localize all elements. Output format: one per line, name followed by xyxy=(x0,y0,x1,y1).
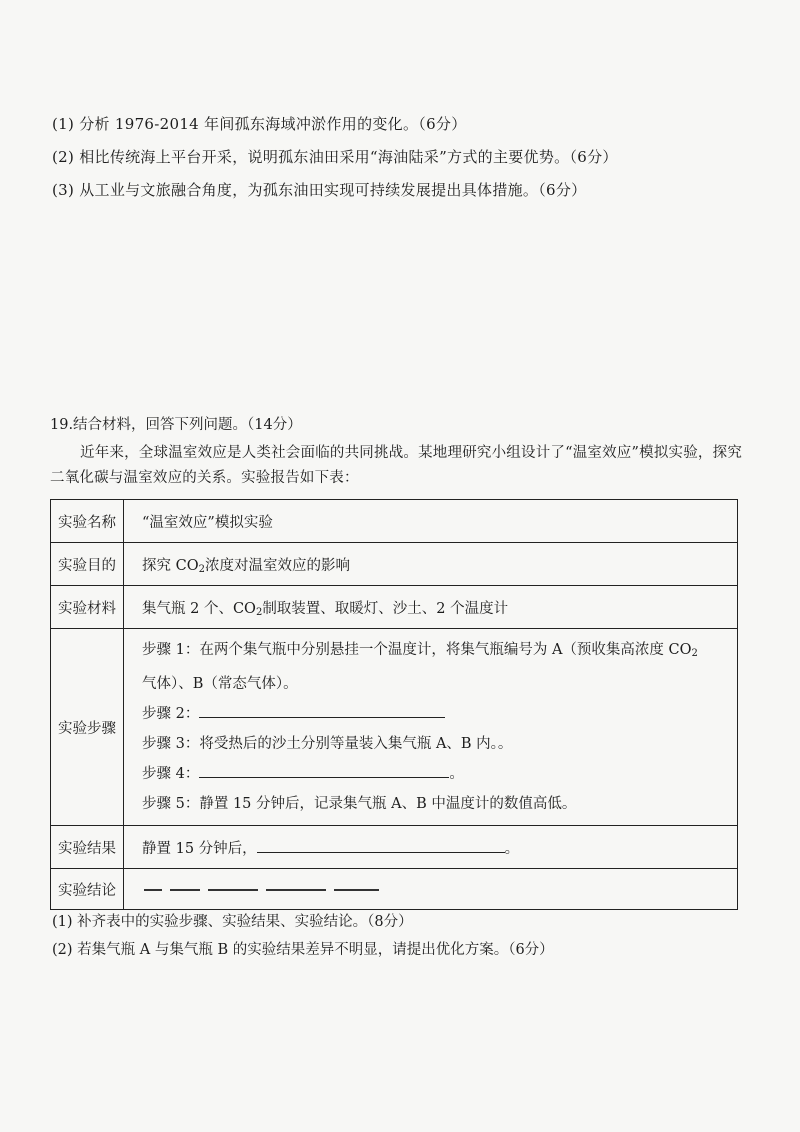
table-row-steps xyxy=(51,629,738,826)
step-2-blank[interactable] xyxy=(199,703,445,718)
question-19-material: 近年来，全球温室效应是人类社会面临的共同挑战。某地理研究小组设计了“温室效应”模拟实验，探究二氧化碳与温室效应的关系。实验报告如下表： xyxy=(50,445,743,486)
step-4: 步骤 4： 。 xyxy=(142,759,737,789)
question-18-part-3: (3) 从工业与文旅融合角度，为孤东油田实现可持续发展提出具体措施。（6分） xyxy=(52,181,587,199)
value-experiment-purpose: 探究 $CO_2$浓度对温室效应的影响 xyxy=(124,543,738,586)
table-row-result xyxy=(51,826,738,869)
question-18-part-2: (2) 相比传统海上平台开采，说明孤东油田采用“海油陆采”方式的主要优势。（6分） xyxy=(52,148,618,166)
step-1: 步骤 1：在两个集气瓶中分别悬挂一个温度计，将集气瓶编号为 A（预收集高浓度 $CO_2$ 气体）、B（常态气体）。 xyxy=(142,642,698,692)
question-19-title: 19.结合材料，回答下列问题。（14分） xyxy=(50,417,302,433)
label-experiment-purpose: 实验目的 xyxy=(51,543,124,586)
question-19-part-1: (1) 补齐表中的实验步骤、实验结果、实验结论。（8分） xyxy=(52,914,413,930)
label-experiment-steps: 实验步骤 xyxy=(51,629,124,826)
result-blank[interactable] xyxy=(257,838,505,853)
value-experiment-result: 静置 15 分钟后， 。 xyxy=(124,826,738,869)
step-3: 步骤 3：将受热后的沙土分别等量装入集气瓶 A、B 内。。 xyxy=(142,736,513,752)
value-experiment-name: “温室效应”模拟实验 xyxy=(124,500,738,543)
label-experiment-name: 实验名称 xyxy=(51,500,124,543)
value-experiment-materials: 集气瓶 2 个、$CO_2$制取装置、取暖灯、沙土、2 个温度计 xyxy=(124,586,738,629)
question-18-part-1: (1) 分析 1976-2014 年间孤东海域冲淤作用的变化。（6分） xyxy=(52,115,467,133)
table-row-conclusion xyxy=(51,869,738,910)
value-experiment-steps xyxy=(124,629,738,826)
label-experiment-conclusion: 实验结论 xyxy=(51,869,124,910)
step-5: 步骤 5：静置 15 分钟后，记录集气瓶 A、B 中温度计的数值高低。 xyxy=(142,796,577,812)
table-row-name xyxy=(51,500,738,543)
label-experiment-materials: 实验材料 xyxy=(51,586,124,629)
step-4-blank[interactable] xyxy=(199,763,449,778)
step-2: 步骤 2： xyxy=(142,699,737,729)
label-experiment-result: 实验结果 xyxy=(51,826,124,869)
question-19-part-2: (2) 若集气瓶 A 与集气瓶 B 的实验结果差异不明显，请提出优化方案。（6分） xyxy=(52,942,554,958)
value-experiment-conclusion xyxy=(124,869,738,910)
conclusion-blank-marks[interactable] xyxy=(142,883,382,893)
experiment-report-table xyxy=(50,499,738,910)
table-row-materials xyxy=(51,586,738,629)
table-row-purpose xyxy=(51,543,738,586)
